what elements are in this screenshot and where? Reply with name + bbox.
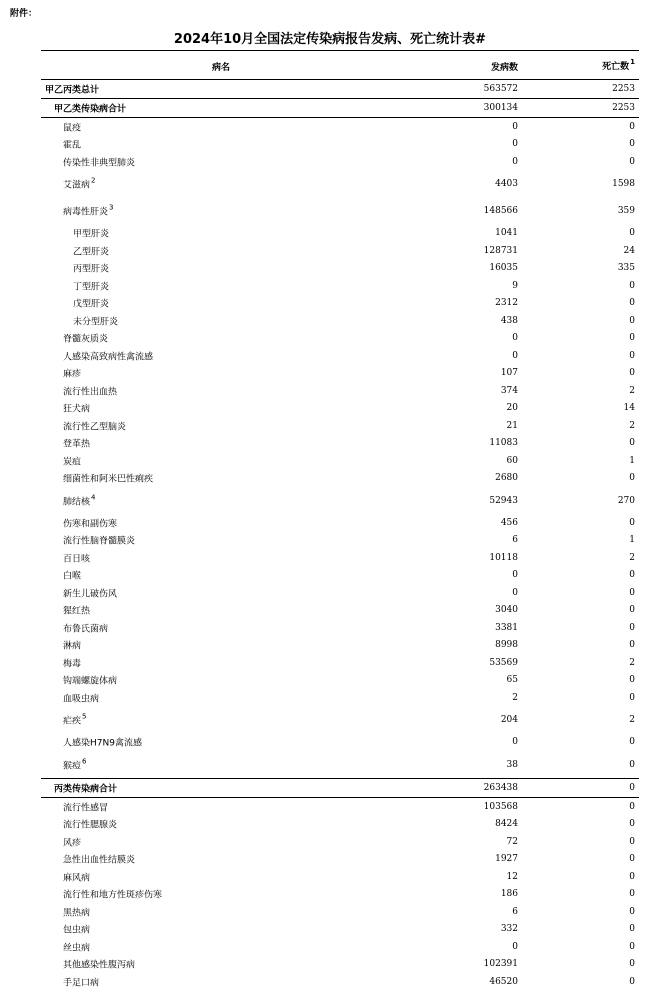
disease-name bbox=[45, 83, 99, 96]
table-row bbox=[41, 312, 639, 330]
cases-value: 10118 bbox=[489, 552, 518, 563]
disease-name-text: 人感染H7N9禽流感 bbox=[63, 738, 142, 749]
deaths-value: 0 bbox=[629, 692, 635, 703]
table-row bbox=[41, 277, 639, 295]
disease-name-text: 手足口病 bbox=[63, 978, 100, 989]
table-row bbox=[41, 242, 639, 260]
disease-name bbox=[63, 674, 117, 687]
cases-value: 102391 bbox=[483, 959, 518, 970]
table-row bbox=[41, 118, 639, 136]
disease-name-text: 猩红热 bbox=[63, 606, 91, 617]
cases-value: 12 bbox=[506, 871, 518, 882]
disease-name-text: 流行性脑脊髓膜炎 bbox=[63, 536, 136, 547]
deaths-value: 1598 bbox=[612, 179, 635, 189]
disease-name-text: 丁型肝炎 bbox=[73, 282, 110, 293]
disease-name bbox=[63, 736, 142, 749]
disease-name bbox=[63, 419, 126, 432]
cases-value: 0 bbox=[512, 139, 518, 150]
table-row bbox=[41, 532, 639, 550]
disease-name-text: 乙型肝炎 bbox=[73, 247, 110, 258]
deaths-value: 0 bbox=[629, 280, 635, 291]
cases-value: 46520 bbox=[489, 976, 518, 987]
deaths-value: 0 bbox=[629, 854, 635, 865]
table-row bbox=[41, 347, 639, 365]
footnote-marker: 2 bbox=[91, 176, 96, 185]
cases-value: 563572 bbox=[483, 84, 518, 94]
table-row bbox=[41, 903, 639, 921]
cases-value: 456 bbox=[500, 517, 518, 528]
disease-name bbox=[63, 853, 135, 866]
disease-name bbox=[63, 569, 81, 582]
cases-value: 53569 bbox=[489, 657, 518, 668]
table-row bbox=[41, 225, 639, 243]
deaths-value: 0 bbox=[629, 924, 635, 935]
disease-name-text: 急性出血性结膜炎 bbox=[63, 855, 136, 866]
disease-name bbox=[63, 958, 135, 971]
deaths-value: 0 bbox=[629, 570, 635, 581]
disease-name bbox=[63, 437, 90, 450]
disease-name bbox=[63, 155, 135, 168]
disease-name-text: 钩端螺旋体病 bbox=[63, 676, 118, 687]
table-row bbox=[41, 382, 639, 400]
deaths-value: 0 bbox=[629, 228, 635, 239]
cases-value: 3381 bbox=[495, 622, 518, 633]
disease-name-text: 布鲁氏菌病 bbox=[63, 624, 109, 635]
deaths-value: 0 bbox=[629, 139, 635, 150]
deaths-value: 0 bbox=[629, 783, 635, 793]
disease-name bbox=[63, 656, 81, 669]
disease-name bbox=[73, 314, 118, 327]
deaths-value: 0 bbox=[629, 156, 635, 167]
table-row bbox=[41, 921, 639, 939]
disease-name-text: 甲乙类传染病合计 bbox=[54, 104, 127, 115]
disease-name bbox=[63, 384, 117, 397]
disease-name-text: 霍乱 bbox=[63, 140, 82, 151]
disease-name bbox=[63, 621, 108, 634]
table-row bbox=[41, 260, 639, 278]
disease-name-text: 戊型肝炎 bbox=[73, 299, 110, 310]
cases-value: 186 bbox=[500, 889, 518, 900]
cases-value: 65 bbox=[506, 675, 518, 686]
disease-name bbox=[63, 178, 95, 191]
cases-value: 3040 bbox=[495, 605, 518, 616]
disease-name-text: 麻疹 bbox=[63, 369, 82, 380]
header-deaths-label: 死亡数 bbox=[602, 62, 630, 72]
cases-value: 21 bbox=[506, 420, 518, 431]
cases-value: 2312 bbox=[495, 298, 518, 309]
disease-name-text: 新生儿破伤风 bbox=[63, 589, 118, 600]
deaths-value: 0 bbox=[629, 889, 635, 900]
table-row bbox=[41, 672, 639, 690]
cases-value: 263438 bbox=[483, 783, 518, 793]
deaths-value: 24 bbox=[623, 245, 635, 256]
cases-value: 128731 bbox=[483, 245, 518, 256]
cases-value: 0 bbox=[512, 121, 518, 132]
disease-name bbox=[63, 818, 117, 831]
deaths-value: 0 bbox=[629, 333, 635, 344]
disease-name-text: 疟疾 bbox=[63, 716, 82, 727]
deaths-value: 0 bbox=[629, 622, 635, 633]
disease-name bbox=[73, 262, 109, 275]
deaths-value: 0 bbox=[629, 438, 635, 449]
cases-value: 11083 bbox=[489, 438, 518, 449]
table-body bbox=[41, 80, 639, 991]
disease-name bbox=[63, 888, 162, 901]
deaths-value: 0 bbox=[629, 871, 635, 882]
disease-name bbox=[63, 940, 90, 953]
disease-name bbox=[63, 205, 113, 218]
disease-name-text: 流行性感冒 bbox=[63, 803, 109, 814]
disease-name-text: 黑热病 bbox=[63, 908, 91, 919]
deaths-value: 1 bbox=[629, 535, 635, 546]
table-row bbox=[41, 153, 639, 171]
cases-value: 2 bbox=[512, 692, 518, 703]
cases-value: 438 bbox=[500, 315, 518, 326]
deaths-value: 2 bbox=[629, 420, 635, 431]
deaths-value: 1 bbox=[629, 455, 635, 466]
cases-value: 1041 bbox=[495, 228, 518, 239]
disease-name-text: 流行性乙型脑炎 bbox=[63, 422, 127, 433]
table-row bbox=[41, 654, 639, 672]
statistics-table bbox=[41, 50, 639, 991]
table-row bbox=[41, 417, 639, 435]
disease-name bbox=[63, 349, 153, 362]
cases-value: 2680 bbox=[495, 473, 518, 484]
deaths-value: 0 bbox=[629, 315, 635, 326]
deaths-value: 0 bbox=[629, 976, 635, 987]
cases-value: 0 bbox=[512, 587, 518, 598]
deaths-value: 0 bbox=[629, 350, 635, 361]
cases-value: 16035 bbox=[489, 263, 518, 274]
table-row bbox=[41, 80, 639, 99]
disease-name bbox=[63, 472, 153, 485]
deaths-value: 0 bbox=[629, 819, 635, 830]
disease-name bbox=[63, 586, 117, 599]
disease-name bbox=[63, 800, 108, 813]
disease-name bbox=[63, 367, 81, 380]
disease-name bbox=[73, 279, 109, 292]
cases-value: 0 bbox=[512, 941, 518, 952]
page-title: 2024年10月全国法定传染病报告发病、死亡统计表# bbox=[173, 32, 487, 47]
disease-name bbox=[54, 102, 126, 115]
table-row bbox=[41, 435, 639, 453]
table-row bbox=[41, 295, 639, 313]
cases-value: 300134 bbox=[483, 103, 518, 113]
header-disease-name: 病名 bbox=[211, 63, 230, 73]
table-row bbox=[41, 602, 639, 620]
cases-value: 204 bbox=[500, 715, 518, 725]
deaths-value: 2 bbox=[629, 657, 635, 668]
disease-name-text: 血吸虫病 bbox=[63, 694, 100, 705]
disease-name-text: 丙型肝炎 bbox=[73, 264, 110, 275]
table-row bbox=[41, 778, 639, 798]
deaths-value: 2253 bbox=[612, 103, 635, 113]
disease-name bbox=[63, 494, 95, 507]
table-row bbox=[41, 330, 639, 348]
deaths-value: 270 bbox=[617, 495, 635, 506]
disease-name bbox=[63, 454, 81, 467]
disease-name bbox=[73, 244, 109, 257]
deaths-value: 0 bbox=[629, 517, 635, 528]
table-row bbox=[41, 833, 639, 851]
cases-value: 20 bbox=[506, 403, 518, 414]
cases-value: 8998 bbox=[495, 640, 518, 651]
table-row bbox=[41, 400, 639, 418]
deaths-value: 0 bbox=[629, 941, 635, 952]
disease-name-text: 狂犬病 bbox=[63, 404, 91, 415]
disease-name-text: 麻风病 bbox=[63, 873, 91, 884]
header-deaths bbox=[602, 59, 635, 72]
cases-value: 60 bbox=[506, 455, 518, 466]
table-row bbox=[41, 816, 639, 834]
disease-name-text: 病毒性肝炎 bbox=[63, 207, 109, 218]
footnote-marker: 3 bbox=[109, 203, 114, 212]
table-row bbox=[41, 514, 639, 532]
deaths-value: 2 bbox=[629, 552, 635, 563]
disease-name-text: 梅毒 bbox=[63, 659, 82, 670]
disease-name-text: 鼠疫 bbox=[63, 123, 82, 134]
disease-name-text: 猴痘 bbox=[63, 761, 82, 771]
table-row bbox=[41, 956, 639, 974]
disease-name-text: 包虫病 bbox=[63, 925, 91, 936]
cases-value: 107 bbox=[500, 368, 518, 379]
disease-name bbox=[63, 551, 90, 564]
table-row bbox=[41, 365, 639, 383]
cases-value: 0 bbox=[512, 156, 518, 167]
disease-name-text: 细菌性和阿米巴性痢疾 bbox=[63, 474, 154, 485]
deaths-value: 0 bbox=[629, 759, 635, 770]
cases-value: 0 bbox=[512, 350, 518, 361]
disease-name bbox=[73, 227, 109, 240]
disease-name bbox=[63, 534, 135, 547]
disease-name-text: 其他感染性腹泻病 bbox=[63, 960, 136, 971]
cases-value: 0 bbox=[512, 737, 518, 748]
deaths-value: 0 bbox=[629, 587, 635, 598]
disease-name-text: 登革热 bbox=[63, 439, 91, 450]
deaths-value: 0 bbox=[629, 906, 635, 917]
deaths-value: 0 bbox=[629, 801, 635, 812]
disease-name-text: 风疹 bbox=[63, 838, 82, 849]
table-row bbox=[41, 886, 639, 904]
deaths-value: 0 bbox=[629, 737, 635, 748]
cases-value: 6 bbox=[512, 906, 518, 917]
table-row bbox=[41, 136, 639, 154]
deaths-value: 0 bbox=[629, 368, 635, 379]
disease-name bbox=[63, 402, 90, 415]
disease-name-text: 艾滋病 bbox=[63, 180, 91, 191]
disease-name bbox=[63, 138, 81, 151]
cases-value: 72 bbox=[506, 836, 518, 847]
disease-name-text: 未分型肝炎 bbox=[73, 317, 119, 328]
cases-value: 6 bbox=[512, 535, 518, 546]
table-row bbox=[41, 734, 639, 752]
disease-name bbox=[63, 332, 108, 345]
disease-name bbox=[63, 923, 90, 936]
table-row bbox=[41, 452, 639, 470]
table-row bbox=[41, 567, 639, 585]
cases-value: 374 bbox=[500, 385, 518, 396]
disease-name bbox=[63, 835, 81, 848]
cases-value: 0 bbox=[512, 333, 518, 344]
deaths-value: 0 bbox=[629, 605, 635, 616]
table-row bbox=[41, 470, 639, 488]
disease-name-text: 伤寒和副伤寒 bbox=[63, 519, 118, 530]
table-row bbox=[41, 851, 639, 869]
disease-name-text: 流行性和地方性斑疹伤寒 bbox=[63, 890, 163, 901]
deaths-value: 0 bbox=[629, 640, 635, 651]
footnote-marker: 6 bbox=[82, 757, 87, 765]
disease-name-text: 流行性腮腺炎 bbox=[63, 820, 118, 831]
disease-name bbox=[54, 782, 117, 795]
table-row bbox=[41, 938, 639, 956]
table-row bbox=[41, 584, 639, 602]
disease-name-text: 人感染高致病性禽流感 bbox=[63, 352, 154, 363]
header-deaths-footnote: 1 bbox=[630, 58, 635, 66]
table-row bbox=[41, 619, 639, 637]
deaths-value: 0 bbox=[629, 473, 635, 484]
disease-name-text: 甲乙丙类总计 bbox=[45, 85, 100, 96]
table-row bbox=[41, 707, 639, 734]
deaths-value: 0 bbox=[629, 675, 635, 686]
disease-name-text: 脊髓灰质炎 bbox=[63, 334, 109, 345]
disease-name-text: 甲型肝炎 bbox=[73, 229, 110, 240]
cases-value: 8424 bbox=[495, 819, 518, 830]
cases-value: 4403 bbox=[495, 179, 518, 189]
disease-name-text: 肺结核 bbox=[63, 497, 91, 507]
disease-name-text: 丙类传染病合计 bbox=[54, 784, 118, 795]
deaths-value: 0 bbox=[629, 298, 635, 309]
table-row bbox=[41, 751, 639, 778]
disease-name bbox=[63, 975, 99, 988]
deaths-value: 0 bbox=[629, 836, 635, 847]
deaths-value: 14 bbox=[623, 403, 635, 414]
disease-name-text: 炭疽 bbox=[63, 457, 82, 468]
cases-value: 52943 bbox=[489, 495, 518, 506]
disease-name-text: 淋病 bbox=[63, 641, 82, 652]
disease-name-text: 白喉 bbox=[63, 571, 82, 582]
table-header bbox=[41, 51, 639, 80]
disease-name bbox=[63, 120, 81, 133]
disease-name bbox=[63, 604, 90, 617]
table-row bbox=[41, 868, 639, 886]
cases-value: 0 bbox=[512, 570, 518, 581]
footnote-marker: 4 bbox=[91, 493, 96, 501]
deaths-value: 359 bbox=[617, 206, 635, 216]
table-row bbox=[41, 637, 639, 655]
table-row bbox=[41, 171, 639, 198]
disease-name bbox=[63, 758, 86, 771]
disease-name bbox=[73, 297, 109, 310]
disease-name bbox=[63, 870, 90, 883]
table-row bbox=[41, 99, 639, 118]
cases-value: 9 bbox=[512, 280, 518, 291]
cases-value: 1927 bbox=[495, 854, 518, 865]
table-row bbox=[41, 973, 639, 991]
disease-name bbox=[63, 905, 90, 918]
table-row bbox=[41, 689, 639, 707]
deaths-value: 0 bbox=[629, 121, 635, 132]
table-row bbox=[41, 798, 639, 816]
deaths-value: 0 bbox=[629, 959, 635, 970]
disease-name bbox=[63, 691, 99, 704]
attachment-label: 附件： bbox=[10, 9, 38, 19]
cases-value: 38 bbox=[506, 759, 518, 770]
disease-name bbox=[63, 639, 81, 652]
deaths-value: 2 bbox=[629, 715, 635, 725]
disease-name-text: 百日咳 bbox=[63, 554, 91, 565]
deaths-value: 2 bbox=[629, 385, 635, 396]
deaths-value: 335 bbox=[617, 263, 635, 274]
disease-name bbox=[63, 516, 117, 529]
disease-name-text: 传染性非典型肺炎 bbox=[63, 158, 136, 169]
disease-name-text: 流行性出血热 bbox=[63, 387, 118, 398]
deaths-value: 2253 bbox=[612, 84, 635, 94]
cases-value: 103568 bbox=[483, 801, 518, 812]
table-row bbox=[41, 549, 639, 567]
footnote-marker: 5 bbox=[82, 712, 87, 721]
table-row bbox=[41, 198, 639, 225]
header-cases: 发病数 bbox=[490, 63, 518, 73]
disease-name bbox=[63, 714, 86, 727]
disease-name-text: 丝虫病 bbox=[63, 943, 91, 954]
cases-value: 148566 bbox=[483, 206, 518, 216]
cases-value: 332 bbox=[500, 924, 518, 935]
table-row bbox=[41, 487, 639, 514]
